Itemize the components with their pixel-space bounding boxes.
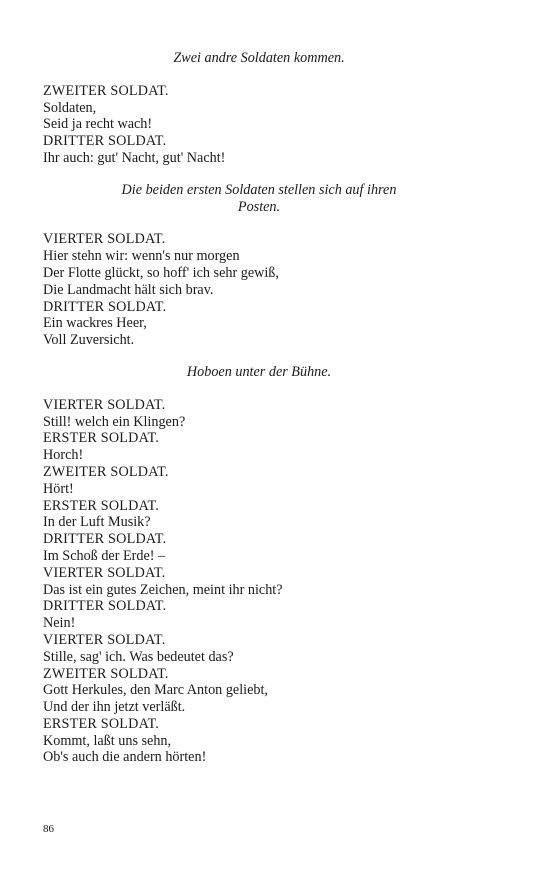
- verse-line: Kommt, laßt uns sehn,: [43, 732, 172, 749]
- speaker-name: VIERTER SOLDAT.: [43, 631, 166, 648]
- verse-line: Und der ihn jetzt verläßt.: [43, 699, 186, 716]
- verse-line: In der Luft Musik?: [43, 514, 151, 531]
- verse-line: Im Schoß der Erde! –: [43, 547, 166, 564]
- speaker-name: DRITTER SOLDAT.: [43, 531, 167, 548]
- verse-line: Hört!: [43, 480, 74, 497]
- speaker-name: ZWEITER SOLDAT.: [43, 463, 169, 480]
- speaker-name: ZWEITER SOLDAT.: [43, 665, 169, 682]
- verse-line: Der Flotte glückt, so hoff' ich sehr gewiß,: [43, 264, 279, 281]
- speaker-name: VIERTER SOLDAT.: [43, 396, 166, 413]
- verse-line: Seid ja recht wach!: [43, 116, 153, 133]
- speaker-name: ERSTER SOLDAT.: [43, 715, 160, 732]
- verse-line: Ihr auch: gut' Nacht, gut' Nacht!: [43, 149, 226, 166]
- page-number: 86: [43, 823, 54, 835]
- speaker-name: ZWEITER SOLDAT.: [43, 82, 169, 99]
- stage-direction: Hoboen unter der Bühne.: [186, 363, 332, 380]
- speaker-name: ERSTER SOLDAT.: [43, 497, 160, 514]
- verse-line: Die Landmacht hält sich brav.: [43, 281, 214, 298]
- speaker-name: DRITTER SOLDAT.: [43, 298, 167, 315]
- speaker-name: ERSTER SOLDAT.: [43, 430, 160, 447]
- speaker-name: DRITTER SOLDAT.: [43, 133, 167, 150]
- verse-line: Hier stehn wir: wenn's nur morgen: [43, 248, 240, 265]
- stage-direction: Die beiden ersten Soldaten stellen sich auf ihren Posten.: [121, 181, 397, 215]
- verse-line: Gott Herkules, den Marc Anton geliebt,: [43, 682, 268, 699]
- verse-line: Horch!: [43, 447, 84, 464]
- verse-line: Soldaten,: [43, 99, 97, 116]
- verse-line: Nein!: [43, 615, 76, 632]
- verse-line: Ein wackres Heer,: [43, 315, 147, 332]
- speaker-name: VIERTER SOLDAT.: [43, 231, 166, 248]
- verse-line: Das ist ein gutes Zeichen, meint ihr nicht?: [43, 581, 283, 598]
- play-text: [43, 50, 475, 766]
- speaker-name: DRITTER SOLDAT.: [43, 598, 167, 615]
- stage-direction: Zwei andre Soldaten kommen.: [173, 50, 345, 66]
- speaker-name: VIERTER SOLDAT.: [43, 564, 166, 581]
- verse-line: Stille, sag' ich. Was bedeutet das?: [43, 648, 234, 665]
- verse-line: Ob's auch die andern hörten!: [43, 749, 207, 766]
- verse-line: Still! welch ein Klingen?: [43, 413, 186, 430]
- verse-line: Voll Zuversicht.: [43, 332, 135, 349]
